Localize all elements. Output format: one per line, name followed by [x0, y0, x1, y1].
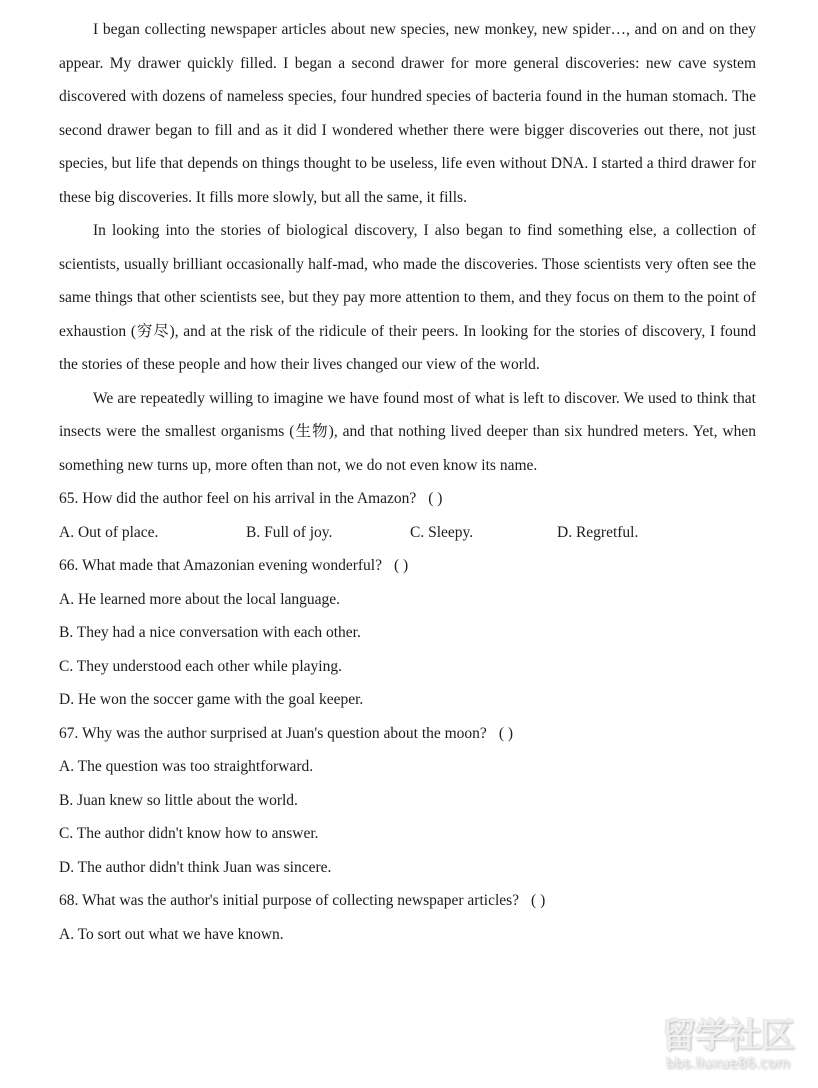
- option-row: [59, 516, 756, 550]
- question-text: 65. How did the author feel on his arrival in the Amazon?: [59, 490, 417, 507]
- option-b[interactable]: B. Full of joy.: [246, 523, 333, 541]
- question-stem: [59, 549, 756, 583]
- question-text: 68. What was the author's initial purpose of collecting newspaper articles?: [59, 892, 520, 909]
- question-text: 66. What made that Amazonian evening wonderful?: [59, 557, 382, 574]
- watermark-logo: 留学社区: [662, 1016, 794, 1056]
- passage-paragraph-1: I began collecting newspaper articles about new species, new monkey, new spider…, and on and on they appear. My drawer quickly filled. I began a second drawer for more general discoveries: new cave system discovered with dozens of nameless species, four hundred species of bacteria found in the human stomach. The second drawer began to fill and as it did I wondered whether there were bigger discoveries out there, not just species, but life that depends on things thought to be useless, life even without DNA. I started a third drawer for these big discoveries. It fills more slowly, but all the same, it fills.: [59, 21, 756, 206]
- passage-paragraph-3: We are repeatedly willing to imagine we have found most of what is left to discover. We used to think that insects were the smallest organisms (生物), and that nothing lived deeper than six hundred meters. Yet, when something new turns up, more often than not, we do not even know its name.: [59, 389, 756, 474]
- answer-blank[interactable]: ( ): [498, 724, 514, 742]
- exam-page: [59, 13, 756, 951]
- option-c[interactable]: C. They understood each other while playing.: [59, 657, 342, 675]
- answer-blank[interactable]: ( ): [393, 557, 409, 574]
- passage-paragraph-2: In looking into the stories of biological discovery, I also began to find something else, a collection of scientists, usually brilliant occasionally half-mad, who made the discoveries. Those scientists very often see the same things that other scientists see, but they pay more attention to them, and they focus on them to the point of exhaustion (穷尽), and at the risk of the ridicule of their peers. In looking for the stories of discovery, I found the stories of these people and how their lives changed our view of the world.: [59, 222, 756, 373]
- option-c[interactable]: C. Sleepy.: [410, 523, 474, 541]
- question-stem: [59, 717, 756, 751]
- option-d[interactable]: D. The author didn't think Juan was sincere.: [59, 858, 332, 876]
- question-67: [59, 717, 756, 885]
- option-a[interactable]: A. To sort out what we have known.: [59, 925, 284, 943]
- question-text: 67. Why was the author surprised at Juan's question about the moon?: [59, 724, 487, 742]
- watermark-url: bbs.liuxue86.com: [665, 1056, 791, 1072]
- option-d[interactable]: D. He won the soccer game with the goal keeper.: [59, 691, 364, 708]
- option-b[interactable]: B. They had a nice conversation with each other.: [59, 624, 361, 641]
- option-a[interactable]: A. Out of place.: [59, 523, 159, 541]
- question-68: [59, 884, 756, 951]
- site-watermark: [648, 1016, 808, 1080]
- option-d[interactable]: D. Regretful.: [557, 523, 639, 541]
- question-65: [59, 482, 756, 549]
- option-a[interactable]: A. He learned more about the local language.: [59, 590, 341, 608]
- option-c[interactable]: C. The author didn't know how to answer.: [59, 825, 319, 842]
- answer-blank[interactable]: ( ): [428, 490, 443, 507]
- question-66: [59, 549, 756, 717]
- question-stem: [59, 482, 756, 516]
- answer-blank[interactable]: ( ): [531, 892, 546, 909]
- option-b[interactable]: B. Juan knew so little about the world.: [59, 791, 298, 809]
- option-a[interactable]: A. The question was too straightforward.: [59, 758, 314, 775]
- question-stem: [59, 884, 756, 918]
